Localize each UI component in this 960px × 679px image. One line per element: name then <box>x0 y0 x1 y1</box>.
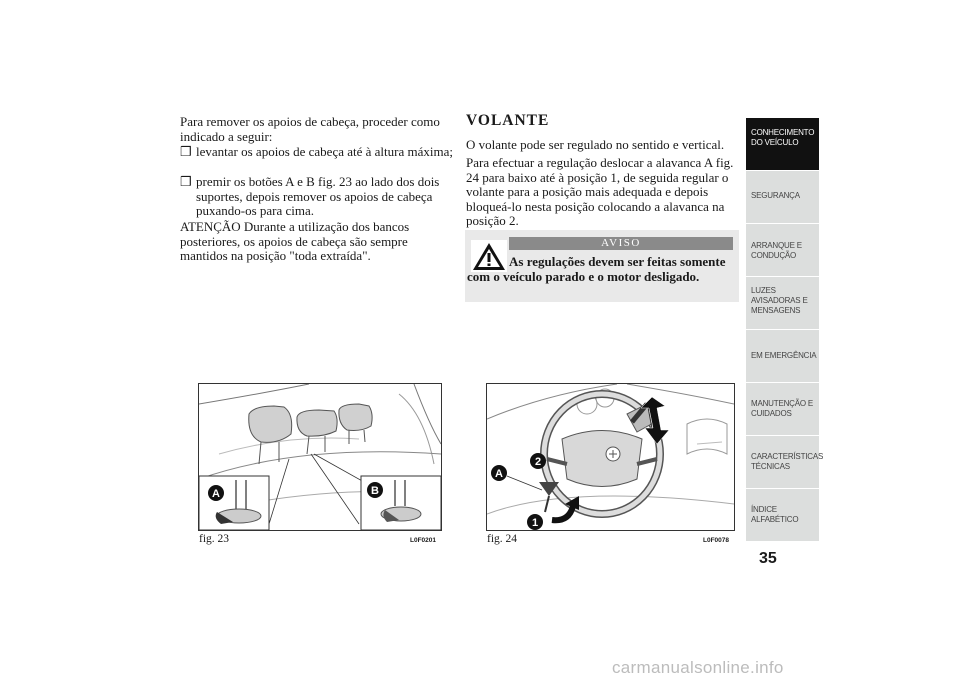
page-number: 35 <box>759 550 777 567</box>
tab-label: ÍNDICE ALFABÉTICO <box>751 505 799 524</box>
tab-emergencia[interactable] <box>746 330 819 383</box>
bullet-text: premir os botões A e B fig. 23 ao lado dos dois suportes, depois remover os apoios de cabeça puxando-os para cima. <box>196 174 440 219</box>
label-b: B <box>371 485 379 497</box>
tab-label: MANUTENÇÃO E CUIDADOS <box>751 399 814 418</box>
warning-tag: AVISO <box>509 237 733 250</box>
warning-box <box>465 230 739 302</box>
tab-label: CONHECIMENTO DO VEÍCULO <box>751 128 815 147</box>
tab-label: LUZES AVISADORAS E MENSAGENS <box>751 286 808 315</box>
paragraph: O volante pode ser regulado no sentido e vertical. <box>466 137 725 152</box>
bullet-text: levantar os apoios de cabeça até à altura máxima; <box>196 144 453 159</box>
tab-seguranca[interactable] <box>746 171 819 224</box>
tab-arranque[interactable] <box>746 224 819 277</box>
intro-paragraph: Para remover os apoios de cabeça, proceder como indicado a seguir: <box>180 114 440 144</box>
paragraph: Para efectuar a regulação deslocar a alavanca A fig. 24 para baixo até à posição 1, de seguida regular o volante para a posição mais adequada e depois bloqueá-lo nesta posição colocando a alavanca na posição 2. <box>466 155 734 229</box>
figure-24 <box>486 383 735 531</box>
figure-code: L0F0201 <box>410 537 437 544</box>
label-a: A <box>495 468 503 480</box>
figure-23 <box>198 383 442 531</box>
bullet-mark: ❒ <box>180 174 192 189</box>
figure-code: L0F0078 <box>703 537 730 544</box>
figure-caption: fig. 24 <box>487 533 518 545</box>
steering-wheel-illustration <box>487 384 734 530</box>
label-a: A <box>212 488 220 500</box>
tab-label: CARACTERÍSTICAS TÉCNICAS <box>751 452 824 471</box>
watermark: carmanualsonline.info <box>612 658 784 677</box>
tab-label: EM EMERGÊNCIA <box>751 351 817 360</box>
tab-indice[interactable] <box>746 489 819 542</box>
bullet-item <box>180 145 455 160</box>
tab-manutencao[interactable] <box>746 383 819 436</box>
tab-label: SEGURANÇA <box>751 191 800 200</box>
tab-label: ARRANQUE E CONDUÇÃO <box>751 241 802 260</box>
section-title: VOLANTE <box>466 112 550 129</box>
headrest-illustration <box>199 384 441 530</box>
label-1: 1 <box>531 517 539 529</box>
tab-conhecimento[interactable] <box>746 118 819 171</box>
bullet-item <box>180 175 455 219</box>
tab-caracteristicas[interactable] <box>746 436 824 489</box>
figure-caption: fig. 23 <box>199 533 230 545</box>
bullet-mark: ❒ <box>180 144 192 159</box>
warning-text: As regulações devem ser feitas somente com o veículo parado e o motor desligado. <box>467 254 726 284</box>
tab-luzes[interactable] <box>746 277 819 330</box>
attention-note: ATENÇÃO Durante a utilização dos bancos posteriores, os apoios de cabeça são sempre mantidos na posição "toda extraída". <box>180 219 410 264</box>
label-2: 2 <box>534 456 542 468</box>
